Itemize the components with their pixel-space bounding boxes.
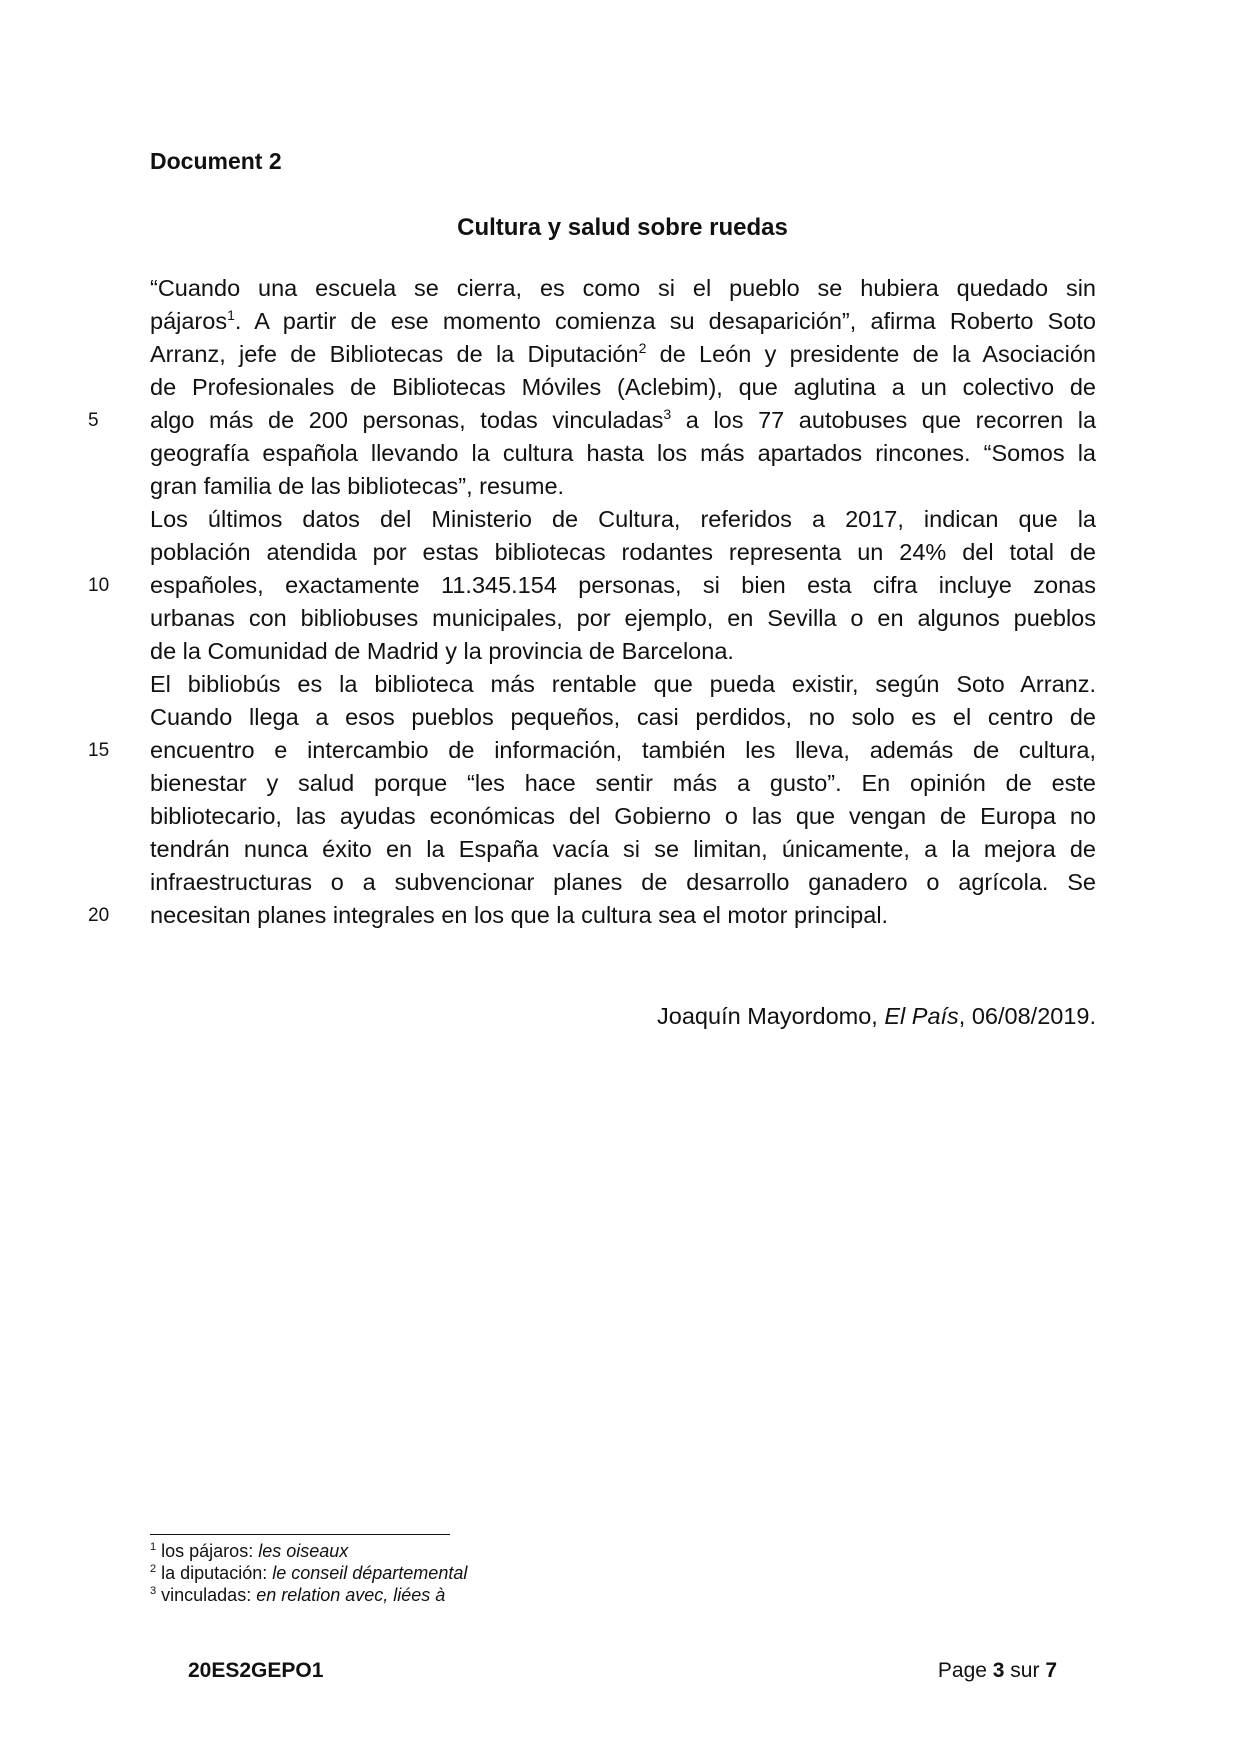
line-number: 15 <box>88 740 110 761</box>
source-author: Joaquín Mayordomo, <box>657 1003 885 1029</box>
line-number: 5 <box>88 410 99 431</box>
article-source <box>150 1003 1096 1030</box>
footnote-divider <box>150 1534 450 1535</box>
footnote-item: $^2$ la diputación: le conseil départemental <box>150 1563 468 1583</box>
article-body <box>88 272 1097 932</box>
body-line: “Cuando una escuela se cierra, es como si el pueblo se hubiera quedado sin <box>150 275 1096 301</box>
footnote-ref-3: 3 <box>663 406 672 422</box>
exam-code: 20ES2GEPO1 <box>188 1659 324 1682</box>
body-line: 15 encuentro e intercambio de información, también les lleva, además de cultura, <box>150 734 1096 767</box>
current-page: 3 <box>992 1659 1005 1682</box>
body-line: geografía española llevando la cultura hasta los más apartados rincones. “Somos la <box>150 440 1096 466</box>
body-line: población atendida por estas bibliotecas rodantes representa un 24% del total de <box>150 539 1096 565</box>
body-line: urbanas con bibliobuses municipales, por ejemplo, en Sevilla o en algunos pueblos <box>150 605 1096 631</box>
body-line: 10 españoles, exactamente 11.345.154 personas, si bien esta cifra incluye zonas <box>150 569 1096 602</box>
body-line: infraestructuras o a subvencionar planes de desarrollo ganadero o agrícola. Se <box>150 869 1096 895</box>
body-line: pájaros$^1$. A partir de ese momento comienza su desaparición”, afirma Roberto Soto <box>150 307 1096 334</box>
line-number: 20 <box>88 905 110 926</box>
document-label: Document 2 <box>150 148 282 174</box>
body-line: tendrán nunca éxito en la España vacía si se limitan, únicamente, a la mejora de <box>150 836 1096 862</box>
body-line: Arranz, jefe de Bibliotecas de la Diputación$^2$ de León y presidente de la Asociación <box>150 340 1096 367</box>
body-line: Cuando llega a esos pueblos pequeños, casi perdidos, no solo es el centro de <box>150 704 1096 730</box>
page-indicator: Page 3 sur 7 <box>937 1659 1057 1682</box>
article-title: Cultura y salud sobre ruedas <box>457 214 788 241</box>
source-publication: El País <box>884 1003 959 1029</box>
footnote-item: $^3$ vinculadas: en relation avec, liées à <box>150 1585 446 1605</box>
total-pages: 7 <box>1045 1659 1057 1682</box>
body-line: 20 necesitan planes integrales en los que la cultura sea el motor principal. <box>150 899 1096 932</box>
footnotes <box>150 1540 467 1606</box>
body-line: de la Comunidad de Madrid y la provincia de Barcelona. <box>150 638 734 664</box>
footnote-item: $^1$ los pájaros: les oiseaux <box>150 1541 349 1561</box>
footnote-ref-1: 1 <box>227 307 235 323</box>
body-line: El bibliobús es la biblioteca más rentable que pueda existir, según Soto Arranz. <box>150 671 1096 697</box>
body-line: gran familia de las bibliotecas”, resume. <box>150 473 565 499</box>
source-date: , 06/08/2019. <box>958 1003 1096 1029</box>
body-line: bibliotecario, las ayudas económicas del Gobierno o las que vengan de Europa no <box>150 803 1096 829</box>
body-line: 5 algo más de 200 personas, todas vinculadas$^3$ a los 77 autobuses que recorren la <box>150 404 1096 437</box>
body-line: Los últimos datos del Ministerio de Cultura, referidos a 2017, indican que la <box>150 506 1096 532</box>
line-number: 10 <box>88 575 110 596</box>
body-line: de Profesionales de Bibliotecas Móviles (Aclebim), que aglutina a un colectivo de <box>150 374 1096 400</box>
body-line: bienestar y salud porque “les hace sentir más a gusto”. En opinión de este <box>150 770 1096 796</box>
footnote-ref-2: 2 <box>638 340 647 356</box>
